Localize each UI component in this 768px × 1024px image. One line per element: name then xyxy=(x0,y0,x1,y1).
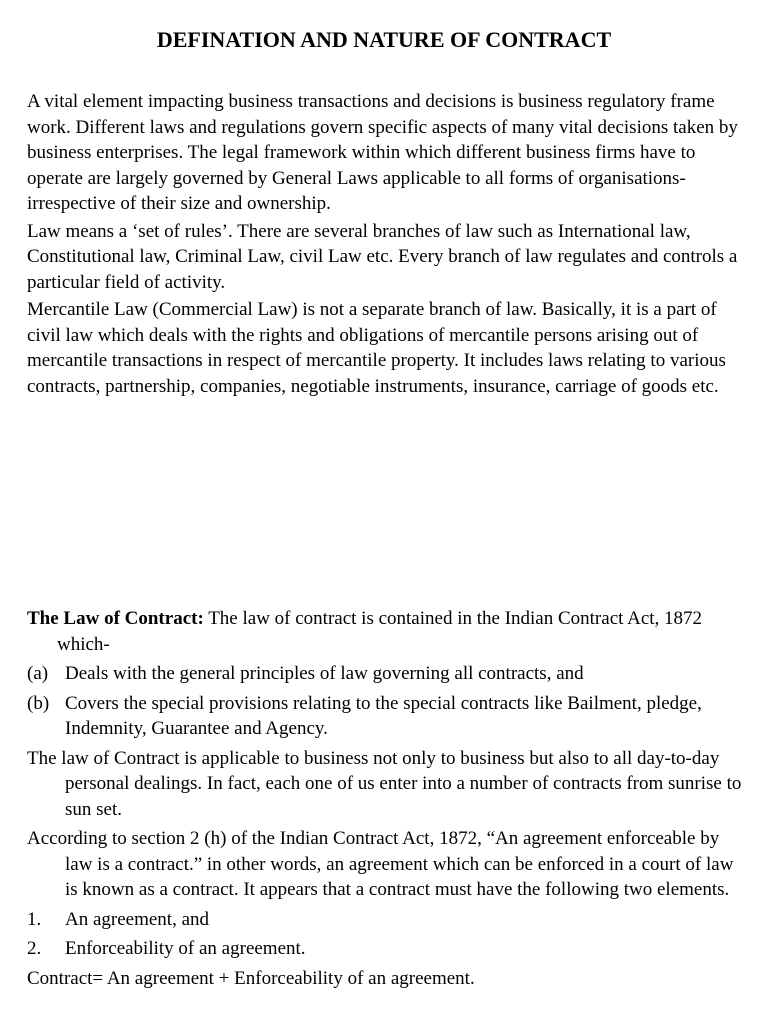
applicability-paragraph: The law of Contract is applicable to business not only to business but also to all day-to-day personal dealings. In fact, each one of us enter into a number of contracts from sunrise to sun set. xyxy=(27,747,742,820)
section-definition-paragraph: According to section 2 (h) of the Indian Contract Act, 1872, “An agreement enforceable by law is a contract.” in other words, an agreement which can be enforced in a court of law is known as a contract. It appears that a contract must have the following two elements. xyxy=(27,828,734,900)
law-of-contract-intro xyxy=(27,606,747,657)
list-item-label: (b) xyxy=(27,692,50,714)
list-item xyxy=(27,691,747,742)
list-item-label: (a) xyxy=(27,663,49,684)
list-item xyxy=(27,661,747,687)
intro-paragraph-3: Mercantile Law (Commercial Law) is not a separate branch of law. Basically, it is a part of civil law which deals with the rights and obligations of mercantile persons arising out of mercantile transactions in respect of mercantile property. It includes laws relating to various contracts, partnership, companies, negotiable instruments, insurance, carriage of goods etc. xyxy=(27,299,726,397)
list-item-text: An agreement, and xyxy=(65,908,210,930)
list-item-text: Enforceability of an agreement. xyxy=(65,938,306,959)
law-of-contract-heading: The Law of Contract: xyxy=(27,608,204,629)
list-item-label: 1. xyxy=(27,908,42,930)
intro-paragraph-2: Law means a ‘set of rules’. There are several branches of law such as International law, Constitutional law, Criminal Law, civil Law etc. Every branch of law regulates and controls a particular field of activity. xyxy=(27,220,738,293)
list-item xyxy=(27,936,747,962)
intro-paragraph-1: A vital element impacting business transactions and decisions is business regulatory frame work. Different laws and regulations govern specific aspects of many vital decisions taken by business enterprises. The legal framework within which different business firms have to operate are largely governed by General Laws applicable to all forms of organisations- irrespective of their size and ownership. xyxy=(27,91,738,214)
document-title: DEFINATION AND NATURE OF CONTRACT xyxy=(156,27,612,52)
list-item-text: Covers the special provisions relating to the special contracts like Bailment, pledge, Indemnity, Guarantee and Agency. xyxy=(65,692,702,739)
law-of-contract-section xyxy=(27,606,747,991)
list-item-label: 2. xyxy=(27,938,42,959)
list-item xyxy=(27,907,747,933)
law-of-contract-lead: The law of contract is contained in the Indian Contract Act, 1872 which- xyxy=(57,608,703,655)
list-item-text: Deals with the general principles of law governing all contracts, and xyxy=(65,663,584,684)
intro-section xyxy=(27,89,747,399)
contract-formula: Contract= An agreement + Enforceability of an agreement. xyxy=(27,967,475,989)
